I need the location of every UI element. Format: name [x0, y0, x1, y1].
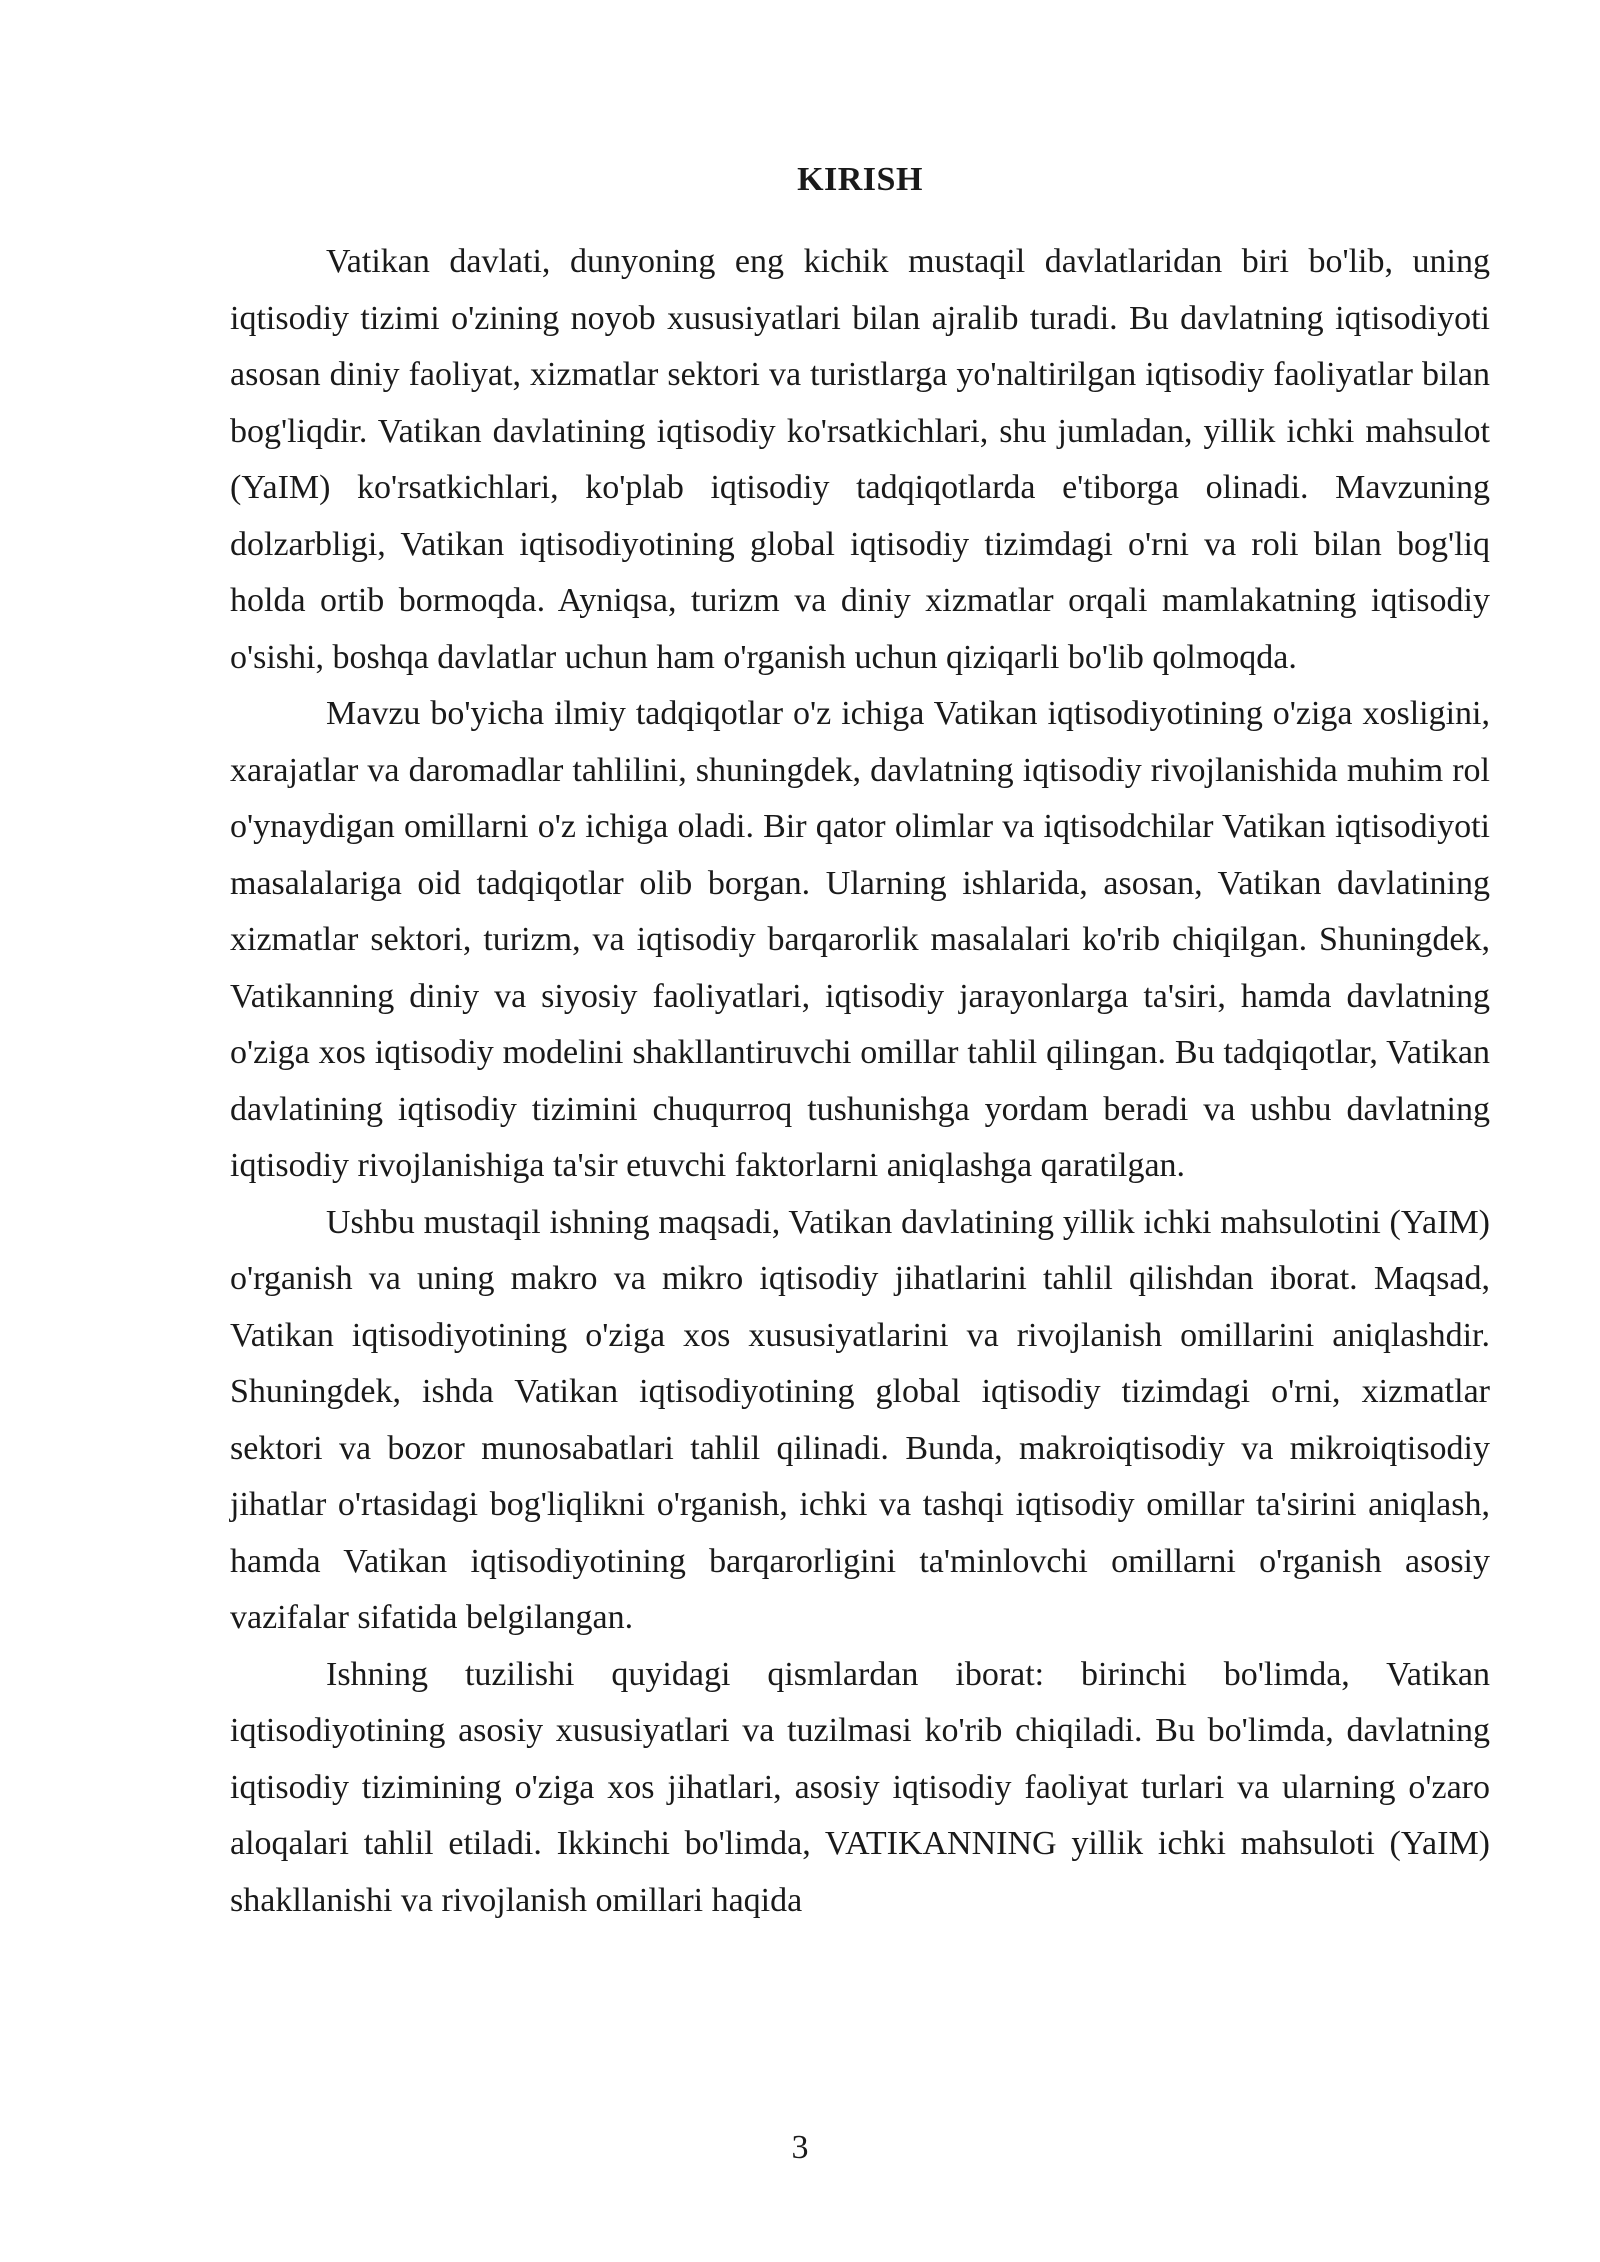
- paragraph-research-review: Mavzu bo'yicha ilmiy tadqiqotlar o'z ichiga Vatikan iqtisodiyotining o'ziga xosligini, xarajatlar va daromadlar tahlilini, shuningdek, davlatning iqtisodiy rivojlanishida muhim rol o'ynaydigan omillarni o'z ichiga oladi. Bir qator olimlar va iqtisodchilar Vatikan iqtisodiyoti masalalariga oid tadqiqotlar olib borgan. Ularning ishlarida, asosan, Vatikan davlatining xizmatlar sektori, turizm, va iqtisodiy barqarorlik masalalari ko'rib chiqilgan. Shuningdek, Vatikanning diniy va siyosiy faoliyatlari, iqtisodiy jarayonlarga ta'siri, hamda davlatning o'ziga xos iqtisodiy modelini shakllantiruvchi omillar tahlil qilingan. Bu tadqiqotlar, Vatikan davlatining iqtisodiy tizimini chuqurroq tushunishga yordam beradi va ushbu davlatning iqtisodiy rivojlanishiga ta'sir etuvchi faktorlarni aniqlashga qaratilgan.: [230, 695, 1490, 1184]
- page-number: 3: [791, 2129, 809, 2166]
- section-title: KIRISH: [797, 161, 923, 198]
- page-content: [230, 160, 1490, 1929]
- paragraph-relevance: Vatikan davlati, dunyoning eng kichik mustaqil davlatlaridan biri bo'lib, uning iqtisodiy tizimi o'zining noyob xususiyatlari bilan ajralib turadi. Bu davlatning iqtisodiyoti asosan diniy faoliyat, xizmatlar sektori va turistlarga yo'naltirilgan iqtisodiy faoliyatlar bilan bog'liqdir. Vatikan davlatining iqtisodiy ko'rsatkichlari, shu jumladan, yillik ichki mahsulot (YaIM) ko'rsatkichlari, ko'plab iqtisodiy tadqiqotlarda e'tiborga olinadi. Mavzuning dolzarbligi, Vatikan iqtisodiyotining global iqtisodiy tizimdagi o'rni va roli bilan bog'liq holda ortib bormoqda. Ayniqsa, turizm va diniy xizmatlar orqali mamlakatning iqtisodiy o'sishi, boshqa davlatlar uchun ham o'rganish uchun qiziqarli bo'lib qolmoqda.: [230, 243, 1490, 676]
- paragraph-goal: Ushbu mustaqil ishning maqsadi, Vatikan davlatining yillik ichki mahsulotini (YaIM) o'rganish va uning makro va mikro iqtisodiy jihatlarini tahlil qilishdan iborat. Maqsad, Vatikan iqtisodiyotining o'ziga xos xususiyatlarini va rivojlanish omillarini aniqlashdir. Shuningdek, ishda Vatikan iqtisodiyotining global iqtisodiy tizimdagi o'rni, xizmatlar sektori va bozor munosabatlari tahlil qilinadi. Bunda, makroiqtisodiy va mikroiqtisodiy jihatlar o'rtasidagi bog'liqlikni o'rganish, ichki va tashqi iqtisodiy omillar ta'sirini aniqlash, hamda Vatikan iqtisodiyotining barqarorligini ta'minlovchi omillarni o'rganish asosiy vazifalar sifatida belgilangan.: [230, 1203, 1490, 1636]
- paragraph-structure: Ishning tuzilishi quyidagi qismlardan iborat: birinchi bo'limda, Vatikan iqtisodiyotining asosiy xususiyatlari va tuzilmasi ko'rib chiqiladi. Bu bo'limda, davlatning iqtisodiy tizimining o'ziga xos jihatlari, asosiy iqtisodiy faoliyat turlari va ularning o'zaro aloqalari tahlil etiladi. Ikkinchi bo'limda, VATIKANNING yillik ichki mahsuloti (YaIM) shakllanishi va rivojlanish omillari haqida: [230, 1655, 1490, 1919]
